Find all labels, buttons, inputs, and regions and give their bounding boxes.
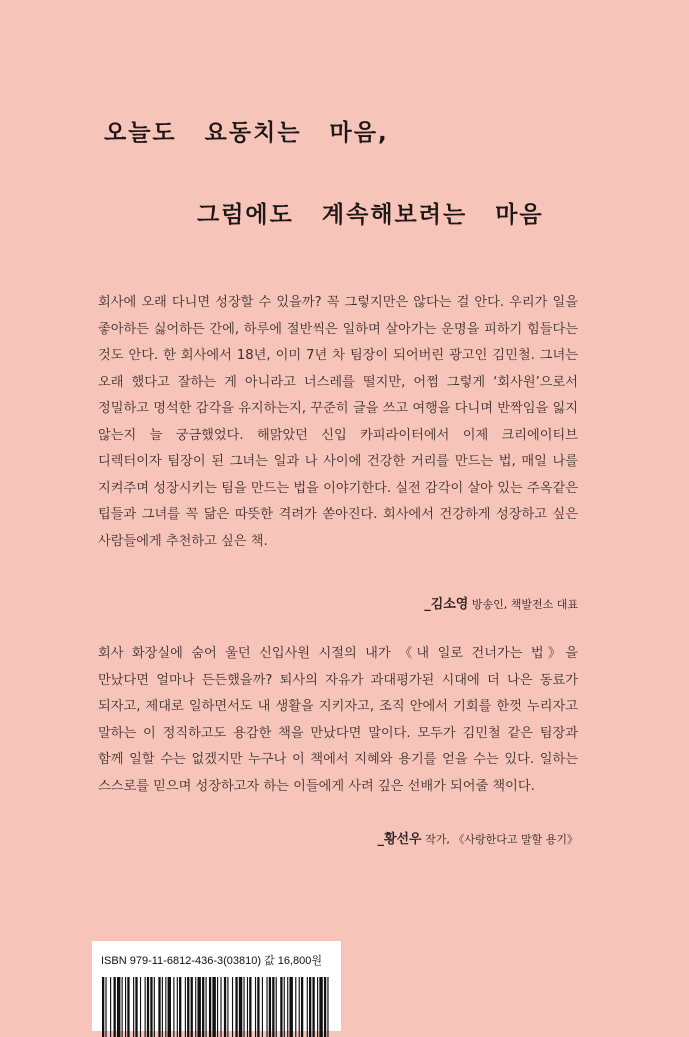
barcode-bar [150,977,152,1037]
barcode-bar [154,977,155,1037]
barcode-bar [197,977,200,1037]
barcode-bar [269,977,271,1037]
barcode-bar [284,977,285,1037]
barcode-bar [249,977,251,1037]
barcode-bar [235,977,237,1037]
barcode-image [102,977,330,1037]
barcode-bar [145,977,146,1037]
barcode-bar [239,977,242,1037]
barcode-bar [165,977,166,1037]
blurb-2-credit-name: _황선우 [377,832,422,847]
barcode-bar [105,977,106,1037]
barcode-bar [232,977,233,1037]
barcode-bar [227,977,228,1037]
barcode-bar [266,977,267,1037]
barcode-bar [312,977,314,1037]
barcode-bar [280,977,282,1037]
barcode-panel [92,941,341,1031]
barcode-bar [217,977,218,1037]
blurb-1-credit-name: _김소영 [424,597,469,612]
barcode-bar [220,977,221,1037]
barcode-bar [133,977,134,1037]
barcode-bar [262,977,263,1037]
blurb-2-credit [377,828,578,847]
barcode-bar [307,977,308,1037]
barcode-bar [117,977,120,1037]
barcode-bar [247,977,248,1037]
price-label: 값 16,800원 [264,955,323,967]
barcode-bar [202,977,204,1037]
barcode-bar [110,977,111,1037]
isbn-line [101,952,322,968]
barcode-bar [324,977,326,1037]
barcode-bar [173,977,174,1037]
barcode-bar [195,977,196,1037]
barcode-bar [327,977,328,1037]
barcode-bar [179,977,181,1037]
barcode-bar [272,977,274,1037]
blurb-1-text: 회사에 오래 다니면 성장할 수 있을까? 꼭 그렇지만은 않다는 걸 안다. 우리가 일을 좋아하든 싫어하든 간에, 하루에 절반씩은 일하며 살아가는 운명을 피하기 힘들다는 것도 안다. 한 회사에서 18년, 이미 7년 차 팀장이 되어버린 광고인 김민철. 그녀는 오래 했다고 잘하는 게 아니라고 너스레를 떨지만, 어쩜 그렇게 ‘회사원’으로서 정밀하고 명석한 감각을 유지하는지, 꾸준히 글을 쓰고 여행을 다니며 반짝임을 잃지 않는지 늘 궁금했었다. 해맑았던 신입 카피라이터에서 이제 크리에이티브 디렉터이자 팀장이 된 그녀는 일과 나 사이에 건강한 거리를 만드는 법, 매일 나를 지켜주며 성장시키는 팀을 만드는 법을 이야기한다. 실전 감각이 살아 있는 주옥같은 팁들과 그녀를 꼭 닮은 따뜻한 격려가 쏟아진다. 회사에서 건강하게 성장하고 싶은 사람들에게 추천하고 싶은 책. [98,295,578,549]
blurb-1-credit-role: 방송인, 책발전소 대표 [471,598,578,611]
barcode-bar [287,977,288,1037]
barcode-bar [319,977,322,1037]
barcode-bar [224,977,226,1037]
headline-line-2: 그럼에도 계속해보려는 마음 [197,202,544,228]
barcode-bar [140,977,141,1037]
blurb-1-credit [424,593,578,612]
barcode-bar [147,977,149,1037]
blurb-2-text: 회사 화장실에 숨어 울던 신입사원 시절의 내가 《내 일로 건너가는 법》을 만났다면 얼마나 든든했을까? 퇴사의 자유가 과대평가된 시대에 더 나은 동료가 되자고, 제대로 일하면서도 내 생활을 지키자고, 조직 안에서 기회를 한껏 누리자고 말하는 이 정직하고도 용감한 책을 만났다면 말이다. 모두가 김민철 같은 팀장과 함께 일할 수는 없겠지만 누구나 이 책에서 지혜와 용기를 얻을 수는 있다. 일하는 스스로를 믿으며 성장하고자 하는 이들에게 사려 깊은 선배가 되어줄 책이다. [98,646,578,794]
barcode-bar [125,977,126,1037]
barcode-bar [114,977,116,1037]
barcode-bar [317,977,318,1037]
barcode-bar [122,977,123,1037]
barcode-bar [255,977,256,1037]
barcode-bar [206,977,207,1037]
barcode-bar [309,977,311,1037]
isbn-number: ISBN 979-11-6812-436-3(03810) [101,955,262,967]
barcode-bar [177,977,178,1037]
barcode-bar [301,977,303,1037]
barcode-bar [162,977,163,1037]
barcode-bar [102,977,104,1037]
barcode-bar [135,977,137,1037]
barcode-bar [127,977,129,1037]
barcode-bar [187,977,189,1037]
barcode-bar [289,977,292,1037]
barcode-bar [168,977,171,1037]
blurb-2-credit-role: 작가, 《사랑한다고 말할 용기》 [425,833,578,846]
barcode-bar [185,977,186,1037]
barcode-bar [212,977,215,1037]
barcode-bar [257,977,259,1037]
barcode-bar [191,977,193,1037]
barcode-bar [295,977,296,1037]
barcode-bar [276,977,277,1037]
barcode-bar [243,977,244,1037]
barcode-bar [158,977,160,1037]
barcode-bar [209,977,211,1037]
headline-line-1: 오늘도 요동치는 마음, [104,120,389,146]
barcode-bar [299,977,300,1037]
